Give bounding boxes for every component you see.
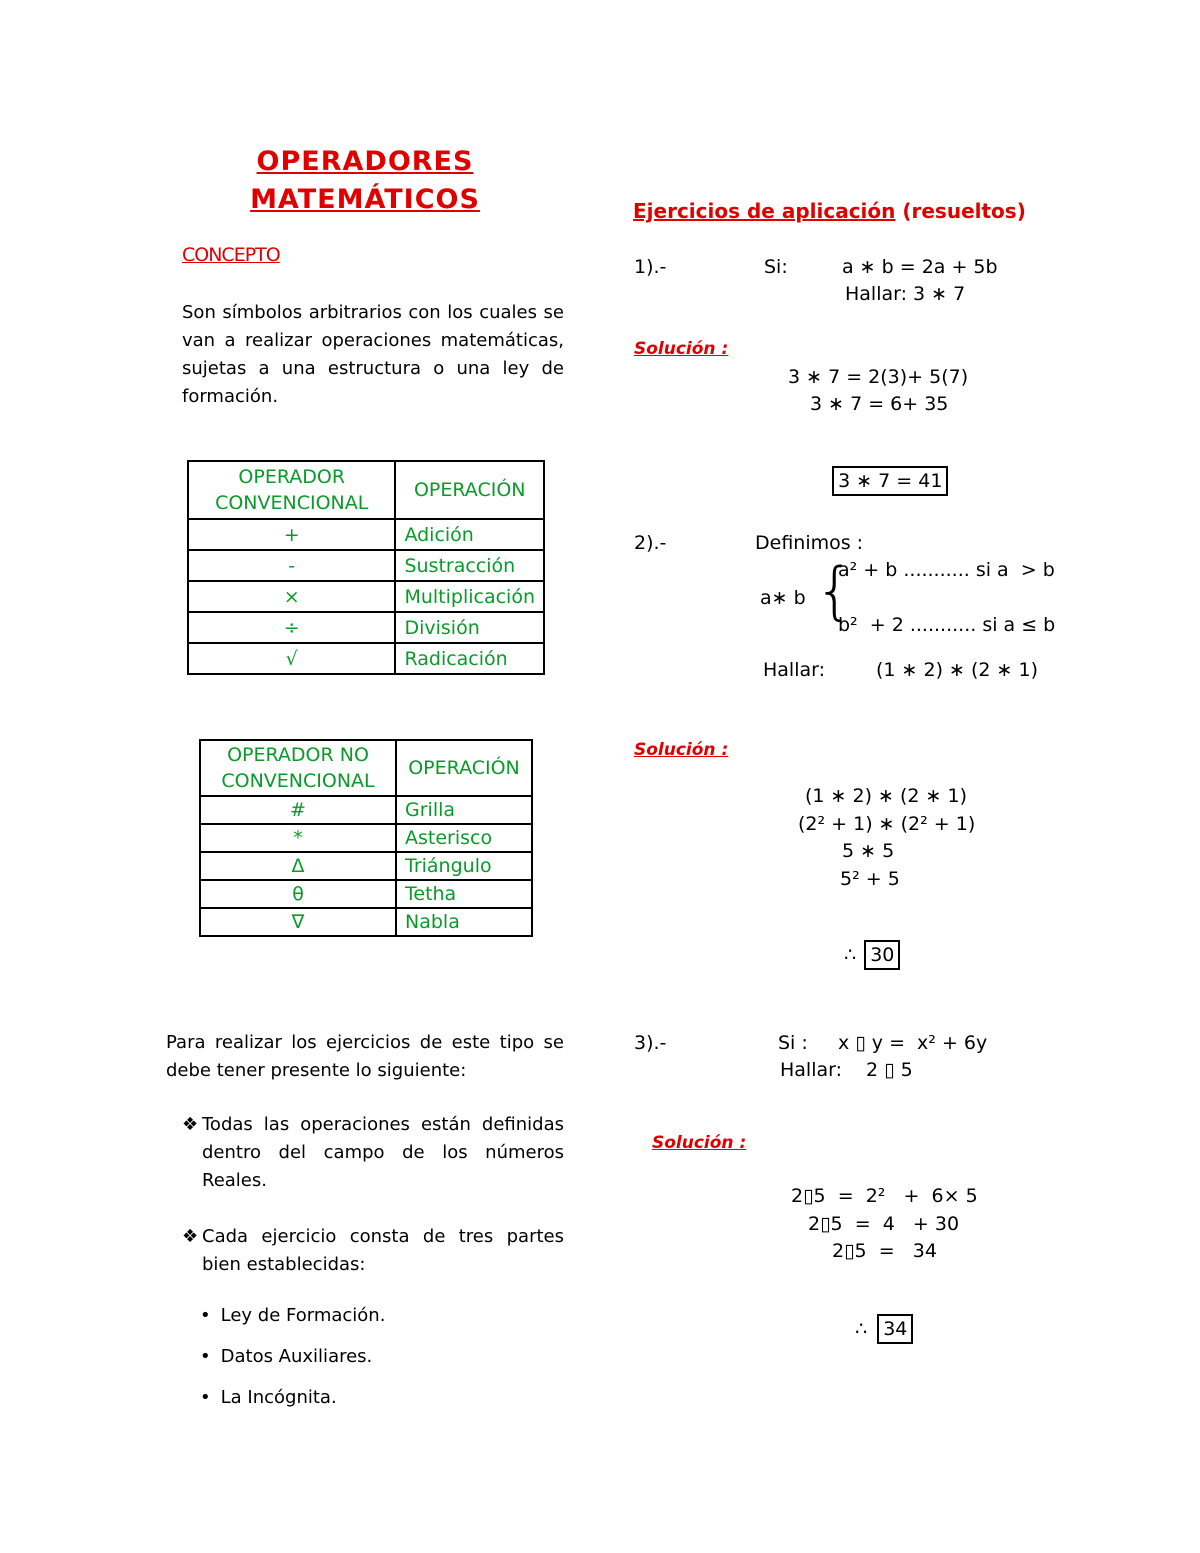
curly-brace-icon: { bbox=[815, 554, 855, 627]
exercise-2-hallar-expr: (1 ∗ 2) ∗ (2 ∗ 1) bbox=[876, 659, 1039, 681]
exercise-3-step: 2▯5 = 2² + 6× 5 bbox=[791, 1185, 978, 1207]
result-box: 34 bbox=[877, 1314, 913, 1344]
table-row bbox=[200, 852, 532, 880]
operator-symbol: * bbox=[200, 824, 396, 852]
table-row bbox=[200, 908, 532, 936]
table-row bbox=[188, 612, 544, 643]
exercise-1-hallar: Hallar: 3 ∗ 7 bbox=[845, 283, 966, 305]
table-header-operator: OPERADOR NO CONVENCIONAL bbox=[200, 740, 396, 796]
exercise-3-hallar-expr: 2 ▯ 5 bbox=[866, 1059, 913, 1081]
result-box: 30 bbox=[864, 940, 900, 970]
table-header-operation: OPERACIÓN bbox=[396, 740, 532, 796]
operation-name: Tetha bbox=[396, 880, 532, 908]
operation-name: Nabla bbox=[396, 908, 532, 936]
intro-paragraph: Para realizar los ejercicios de este tipo se debe tener presente lo siguiente: bbox=[166, 1032, 564, 1081]
solution-label: Solución : bbox=[634, 339, 729, 359]
diamond-item-text: Cada ejercicio consta de tres partes bien establecidas: bbox=[202, 1226, 564, 1275]
table-row bbox=[200, 796, 532, 824]
operator-symbol: ÷ bbox=[188, 612, 395, 643]
table-row bbox=[200, 880, 532, 908]
exercise-1-number: 1).- bbox=[634, 256, 667, 278]
exercise-2-step: 5 ∗ 5 bbox=[842, 840, 895, 862]
exercise-3-si: Si : bbox=[778, 1032, 808, 1054]
exercises-heading bbox=[633, 199, 1026, 223]
exercise-3-step: 2▯5 = 34 bbox=[832, 1240, 937, 1262]
list-item-text: Datos Auxiliares. bbox=[220, 1346, 373, 1367]
table-header-row bbox=[200, 740, 532, 796]
exercise-1-result bbox=[820, 444, 948, 496]
list-item-text: Ley de Formación. bbox=[220, 1305, 386, 1326]
solution-label: Solución : bbox=[652, 1133, 747, 1153]
concepto-heading: CONCEPTO bbox=[182, 244, 280, 266]
operation-name: Radicación bbox=[395, 643, 544, 674]
exercise-1-definition: a ∗ b = 2a + 5b bbox=[842, 256, 998, 278]
bullet-icon: • bbox=[200, 1387, 211, 1408]
exercise-2-number: 2).- bbox=[634, 532, 667, 554]
diamond-bullet-icon: ❖ bbox=[182, 1226, 199, 1247]
diamond-item-text: Todas las operaciones están definidas dentro del campo de los números Reales. bbox=[202, 1114, 564, 1191]
table-row bbox=[188, 643, 544, 674]
exercise-2-result bbox=[832, 918, 900, 970]
operator-symbol: ∇ bbox=[200, 908, 396, 936]
operator-symbol: - bbox=[188, 550, 395, 581]
exercises-heading-main: Ejercicios de aplicación bbox=[633, 199, 896, 223]
exercise-2-case-2: b² + 2 ........... si a ≤ b bbox=[838, 614, 1056, 636]
table-row bbox=[188, 581, 544, 612]
therefore-icon: ∴ bbox=[844, 944, 857, 966]
bullet-icon: • bbox=[200, 1305, 211, 1326]
list-item-text: La Incógnita. bbox=[220, 1387, 337, 1408]
solution-label: Solución : bbox=[634, 740, 729, 760]
page-title-line-2: MATEMÁTICOS bbox=[250, 184, 480, 215]
table-row bbox=[200, 824, 532, 852]
operation-name: Sustracción bbox=[395, 550, 544, 581]
diamond-list-item bbox=[182, 1223, 564, 1279]
exercise-1-step: 3 ∗ 7 = 6+ 35 bbox=[810, 393, 949, 415]
operation-name: Asterisco bbox=[396, 824, 532, 852]
exercises-heading-suffix: (resueltos) bbox=[895, 199, 1026, 223]
bullet-icon: • bbox=[200, 1346, 211, 1367]
exercise-2-definimos: Definimos : bbox=[755, 532, 864, 554]
therefore-icon: ∴ bbox=[855, 1318, 868, 1340]
table-row bbox=[188, 550, 544, 581]
conventional-operators-table bbox=[187, 460, 545, 675]
non-conventional-operators-table bbox=[199, 739, 533, 937]
operation-name: Triángulo bbox=[396, 852, 532, 880]
operator-symbol: # bbox=[200, 796, 396, 824]
exercise-2-step: (2² + 1) ∗ (2² + 1) bbox=[798, 813, 976, 835]
exercise-2-hallar-label: Hallar: bbox=[763, 659, 826, 681]
operator-symbol: θ bbox=[200, 880, 396, 908]
diamond-list bbox=[182, 1111, 564, 1279]
exercise-2-step: 5² + 5 bbox=[840, 868, 900, 890]
exercise-2-lhs: a∗ b bbox=[760, 587, 806, 609]
operation-name: Multiplicación bbox=[395, 581, 544, 612]
concepto-paragraph: Son símbolos arbitrarios con los cuales se van a realizar operaciones matemáticas, sujetas a una estructura o una ley de formación. bbox=[182, 302, 564, 407]
list-item bbox=[200, 1384, 385, 1412]
exercise-2-case-1: a² + b ........... si a > b bbox=[838, 559, 1055, 581]
exercise-1-si: Si: bbox=[764, 256, 788, 278]
operator-symbol: × bbox=[188, 581, 395, 612]
exercise-3-definition: x ▯ y = x² + 6y bbox=[838, 1032, 988, 1054]
exercise-3-hallar-label: Hallar: bbox=[780, 1059, 843, 1081]
diamond-bullet-icon: ❖ bbox=[182, 1114, 199, 1135]
table-header-operation: OPERACIÓN bbox=[395, 461, 544, 519]
list-item bbox=[200, 1302, 385, 1330]
table-row bbox=[188, 519, 544, 550]
operator-symbol: + bbox=[188, 519, 395, 550]
result-box: 3 ∗ 7 = 41 bbox=[832, 466, 948, 496]
operator-symbol: √ bbox=[188, 643, 395, 674]
exercise-3-step: 2▯5 = 4 + 30 bbox=[808, 1213, 960, 1235]
bullet-list bbox=[200, 1302, 385, 1412]
table-header-operator: OPERADOR CONVENCIONAL bbox=[188, 461, 395, 519]
page-title bbox=[200, 143, 530, 219]
exercise-3-result bbox=[843, 1292, 913, 1344]
exercise-3-number: 3).- bbox=[634, 1032, 667, 1054]
exercise-2-step: (1 ∗ 2) ∗ (2 ∗ 1) bbox=[805, 785, 968, 807]
operation-name: Grilla bbox=[396, 796, 532, 824]
operator-symbol: Δ bbox=[200, 852, 396, 880]
table-header-row bbox=[188, 461, 544, 519]
list-item bbox=[200, 1343, 385, 1371]
operation-name: Adición bbox=[395, 519, 544, 550]
exercise-1-step: 3 ∗ 7 = 2(3)+ 5(7) bbox=[788, 366, 969, 388]
page-title-line-1: OPERADORES bbox=[256, 146, 474, 177]
operation-name: División bbox=[395, 612, 544, 643]
diamond-list-item bbox=[182, 1111, 564, 1195]
